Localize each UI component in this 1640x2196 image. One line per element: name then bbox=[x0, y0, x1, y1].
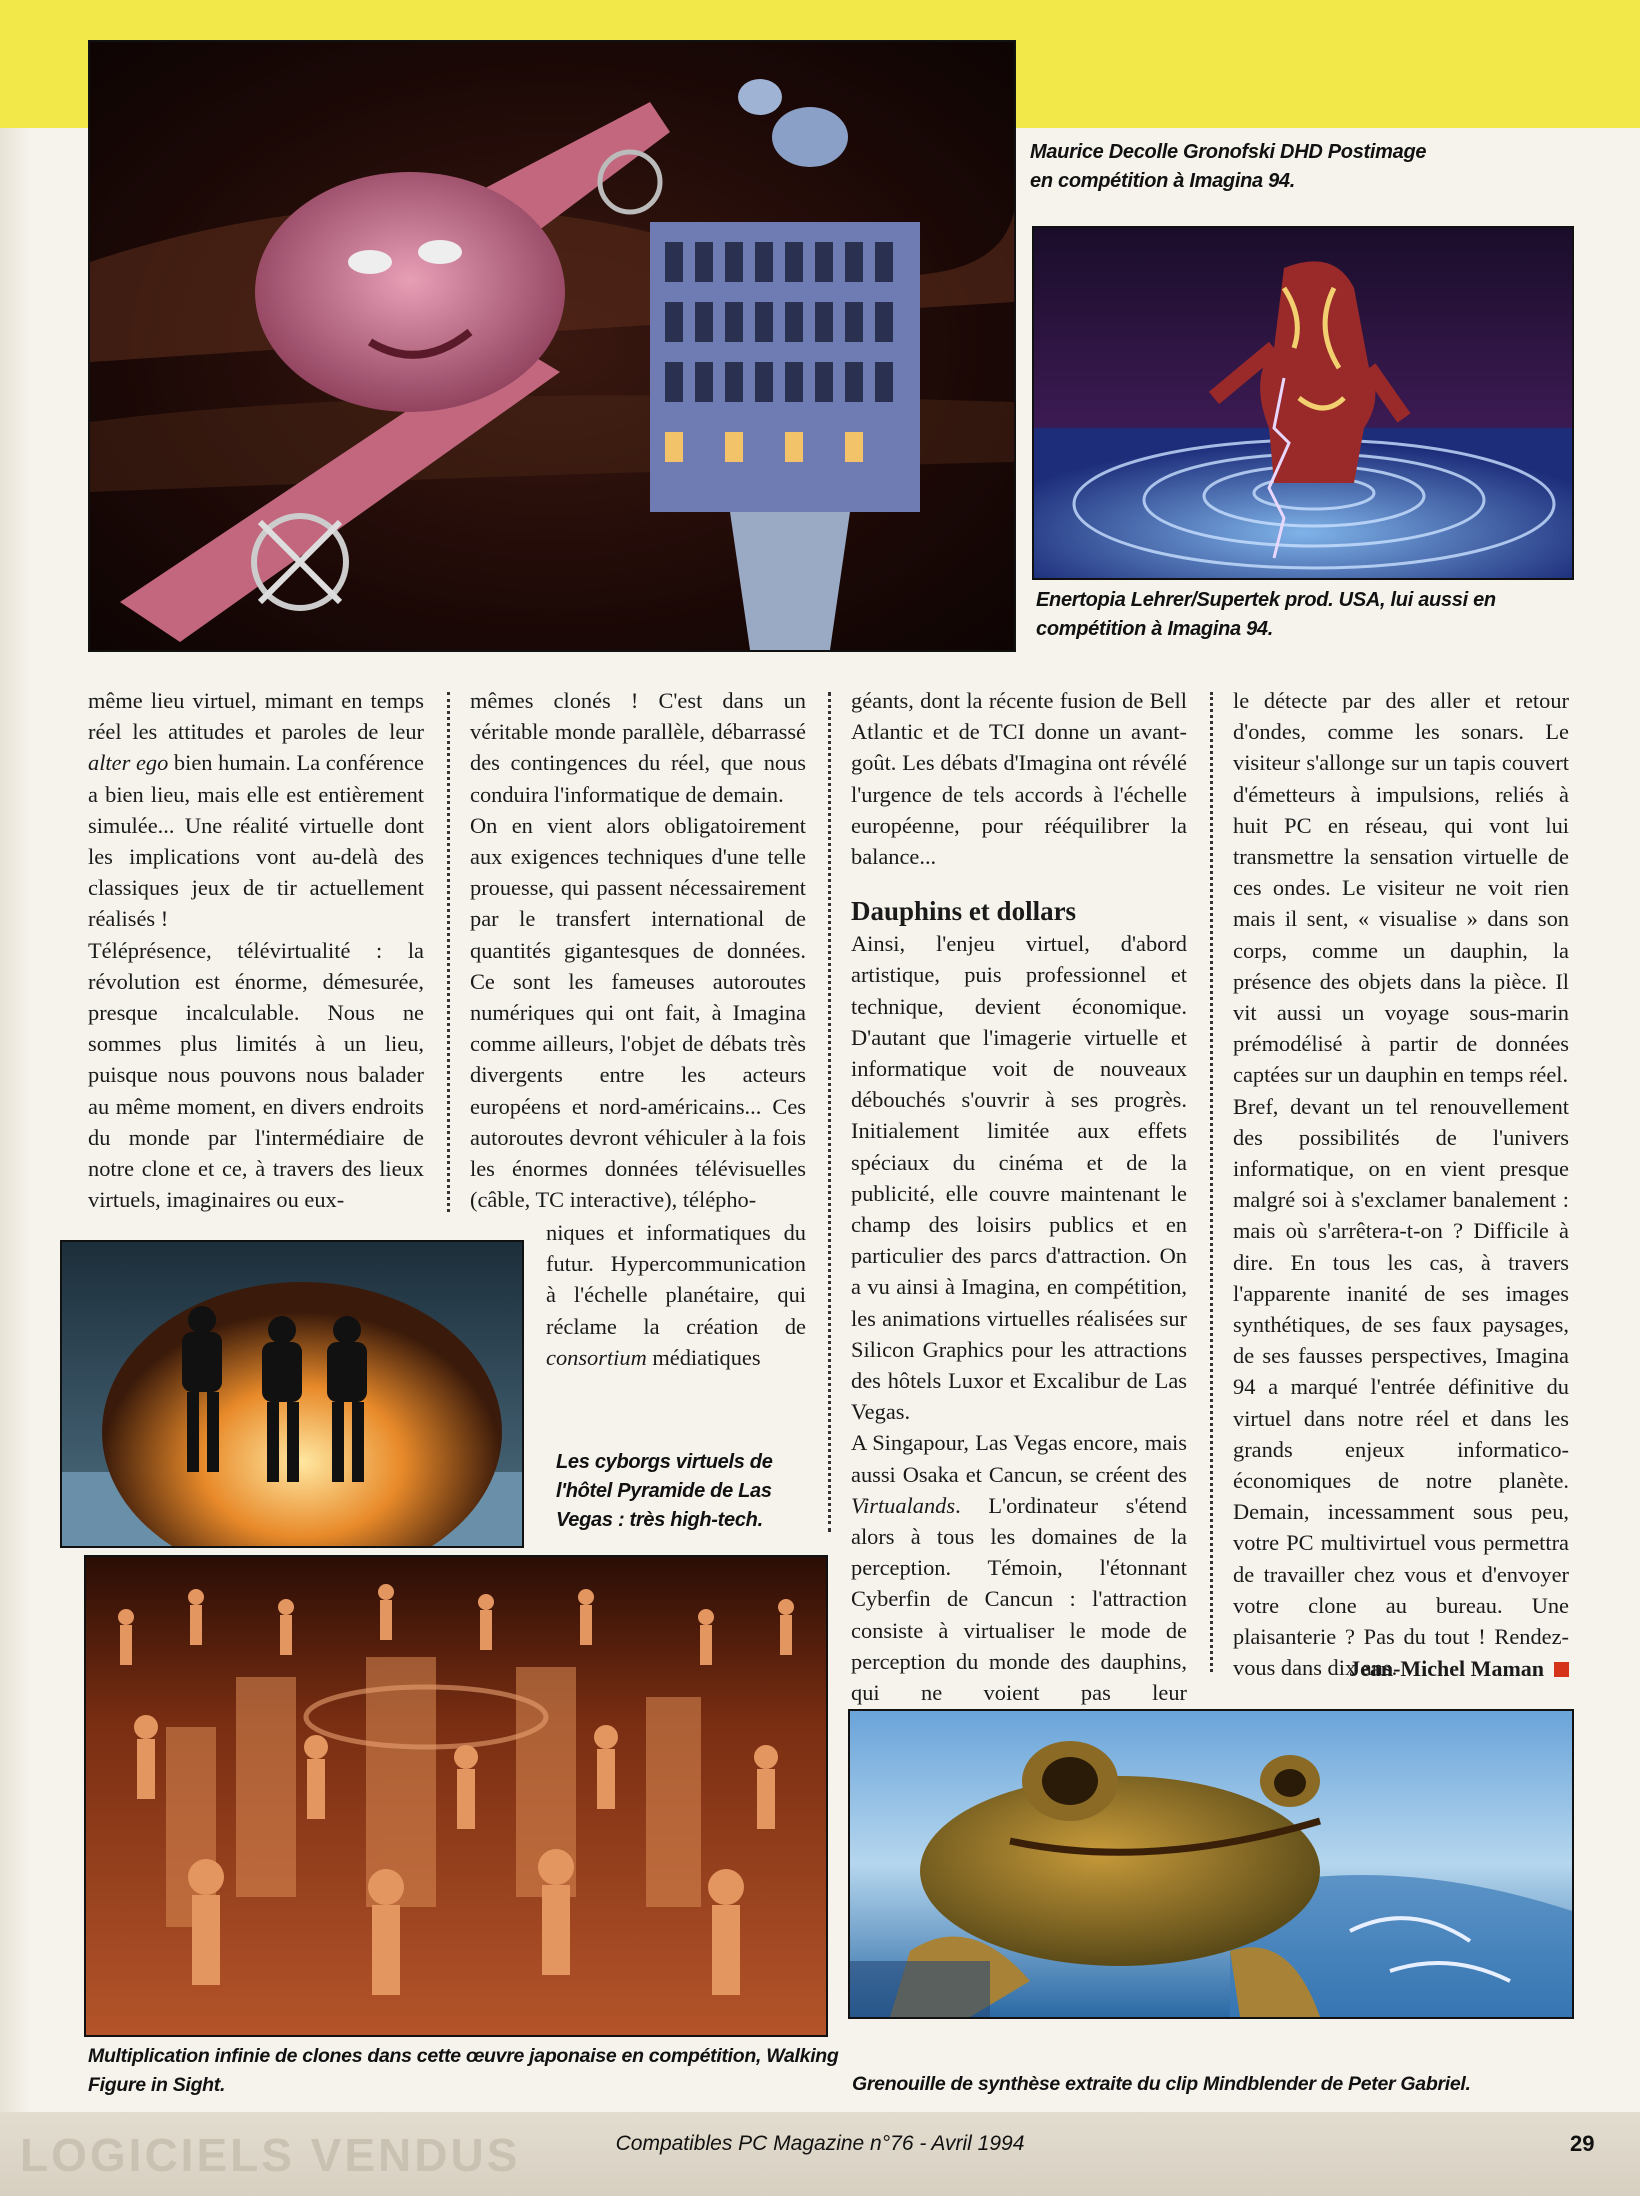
caption-postimage bbox=[1030, 138, 1590, 196]
column-divider bbox=[1210, 692, 1213, 1672]
italic-term: Virtualands bbox=[851, 1492, 956, 1518]
text-run: même lieu virtuel, mimant en temps réel les attitudes et paroles de leur bbox=[88, 688, 424, 745]
photo-clones bbox=[84, 1555, 828, 2037]
paragraph: Ainsi, l'enjeu virtuel, d'abord artistique, puis professionnel et technique, devient économique. D'autant que l'imagerie virtuelle et informatique voit de nouveaux débouchés s'ouvrir à ses progrès. Initialement limitée aux effets spéciaux du cinéma et de la publicité, elle couvre maintenant le champ des loisirs publics et en particulier des parcs d'attraction. On a vu ainsi à Imagina, en compétition, les animations virtuelles réalisées sur Silicon Graphics pour les attractions des hôtels Luxor et Excalibur de Las Vegas. bbox=[851, 931, 1187, 1425]
paragraph bbox=[546, 1217, 806, 1373]
caption-line: Multiplication infinie de clones dans cette œuvre japonaise en compétition, Walking bbox=[88, 2045, 839, 2067]
end-mark-icon bbox=[1554, 1662, 1569, 1677]
paragraph: le détecte par des aller et retour d'ondes, comme les sonars. Le visiteur s'allonge sur un tapis couvert d'émetteurs à impulsions, reliés à huit PC en réseau, qui vont lui transmettre la sensation virtuelle de ces ondes. Le visiteur ne voit rien mais il sent, « visualise » dans son corps, comme un dauphin, la présence des objets dans la pièce. Il vit aussi un voyage sous-marin prémodélisé à partir de données captées sur un dauphin en temps réel. bbox=[1233, 688, 1569, 1088]
text-run: A Singapour, Las Vegas encore, mais aussi Osaka et Cancun, se créent des bbox=[851, 1430, 1187, 1487]
page-edge bbox=[0, 128, 30, 2118]
paragraph bbox=[88, 685, 424, 935]
caption-line: Vegas : très high-tech. bbox=[556, 1509, 763, 1531]
author-signature bbox=[1233, 1656, 1569, 1682]
caption-line: Les cyborgs virtuels de bbox=[556, 1451, 773, 1473]
column-divider bbox=[828, 692, 831, 1532]
paragraph: géants, dont la récente fusion de Bell Atlantic et de TCI donne un avant-goût. Les débats d'Imagina ont révélé l'urgence de tels accords à l'échelle européenne, pour rééquilibrer la balance... bbox=[851, 688, 1187, 870]
photo-enertopia bbox=[1032, 226, 1574, 580]
article-column-1 bbox=[88, 685, 424, 1215]
article-column-2 bbox=[470, 685, 806, 1215]
text-run: médiatiques bbox=[646, 1344, 761, 1370]
column-divider bbox=[447, 692, 450, 1212]
article-column-4 bbox=[1233, 685, 1569, 1684]
paragraph: mêmes clonés ! C'est dans un véritable monde parallèle, débarrassé des contingences du réel, que nous conduira l'informatique de demain. bbox=[470, 688, 806, 807]
caption-line: en compétition à Imagina 94. bbox=[1030, 170, 1295, 192]
text-run: . L'ordinateur s'étend alors à tous les domaines de la perception. Témoin, l'étonnant Cyberfin de Cancun : l'attraction consiste à virtualiser le mode de perception du monde des dauphins, qui ne voient pas leur bbox=[851, 1492, 1187, 1706]
author-name: Jean-Michel Maman bbox=[1349, 1656, 1544, 1681]
paragraph bbox=[851, 1427, 1187, 1739]
caption-line: Grenouille de synthèse extraite du clip Mindblender de Peter Gabriel. bbox=[852, 2073, 1471, 2095]
caption-line: Enertopia Lehrer/Supertek prod. USA, lui aussi en bbox=[1036, 589, 1496, 611]
footer-ghost-text: LOGICIELS VENDUS bbox=[20, 2129, 521, 2181]
magazine-footer: Compatibles PC Magazine n°76 - Avril 1994 bbox=[615, 2132, 1025, 2155]
photo-frog bbox=[848, 1709, 1574, 2019]
caption-line: Figure in Sight. bbox=[88, 2074, 226, 2096]
article-column-2-continued bbox=[546, 1217, 806, 1373]
italic-term: consortium bbox=[546, 1344, 647, 1370]
photo-cyborgs bbox=[60, 1240, 524, 1548]
caption-line: compétition à Imagina 94. bbox=[1036, 618, 1274, 640]
paragraph: Téléprésence, télévirtualité : la révolution est énorme, démesurée, presque incalculable. Nous ne sommes plus limités à un lieu, puisque nous pouvons nous balader au même moment, en divers endroits du monde par l'intermédiaire de notre clone et ce, à travers des lieux virtuels, imaginaires ou eux- bbox=[88, 937, 424, 1213]
text-run: niques et informatiques du futur. Hypercommunication à l'échelle planétaire, qui réclame la création de bbox=[546, 1220, 806, 1339]
caption-line: l'hôtel Pyramide de Las bbox=[556, 1480, 772, 1502]
caption-frog bbox=[852, 2070, 1572, 2099]
article-column-3 bbox=[851, 685, 1187, 1740]
caption-line: Maurice Decolle Gronofski DHD Postimage bbox=[1030, 141, 1427, 163]
caption-cyborgs bbox=[556, 1448, 816, 1535]
photo-airplane bbox=[88, 40, 1016, 652]
paragraph: On en vient alors obligatoirement aux exigences techniques d'une telle prouesse, qui passent nécessairement par le transfert international de quantités gigantesques de données. Ce sont les fameuses autoroutes numériques qui ont fait, à Imagina comme ailleurs, l'objet de débats très divergents entre les acteurs européens et nord-américains... Ces autoroutes devront véhiculer à la fois les énormes données télévisuelles (câble, TC interactive), télépho- bbox=[470, 812, 806, 1213]
section-heading: Dauphins et dollars bbox=[851, 896, 1077, 927]
caption-enertopia bbox=[1036, 586, 1576, 644]
paragraph: Bref, devant un tel renouvellement des possibilités de l'univers informatique, on en vient presque malgré soi à s'exclamer banalement : mais où s'arrêtera-t-on ? Difficile à dire. En tous les cas, à travers l'apparente inanité de ses images synthétiques, de ses faux paysages, de ses fausses perspectives, Imagina 94 a marqué l'entrée définitive du virtuel dans notre réel et dans les grands enjeux informatico-économiques de notre planète. Demain, incessamment sous peu, votre PC multivirtuel vous permettra de travailler chez vous et d'envoyer votre clone au bureau. Une plaisanterie ? Pas du tout ! Rendez-vous dans dix ans. bbox=[1233, 1093, 1569, 1681]
page-number: 29 bbox=[1570, 2131, 1595, 2156]
text-run: bien humain. La conférence a bien lieu, mais elle est entièrement simulée... Une réalité virtuelle dont les implications vont au-delà des classiques jeux de tir actuellement réalisés ! bbox=[88, 750, 424, 932]
caption-clones bbox=[88, 2042, 848, 2100]
italic-term: alter ego bbox=[88, 750, 169, 776]
